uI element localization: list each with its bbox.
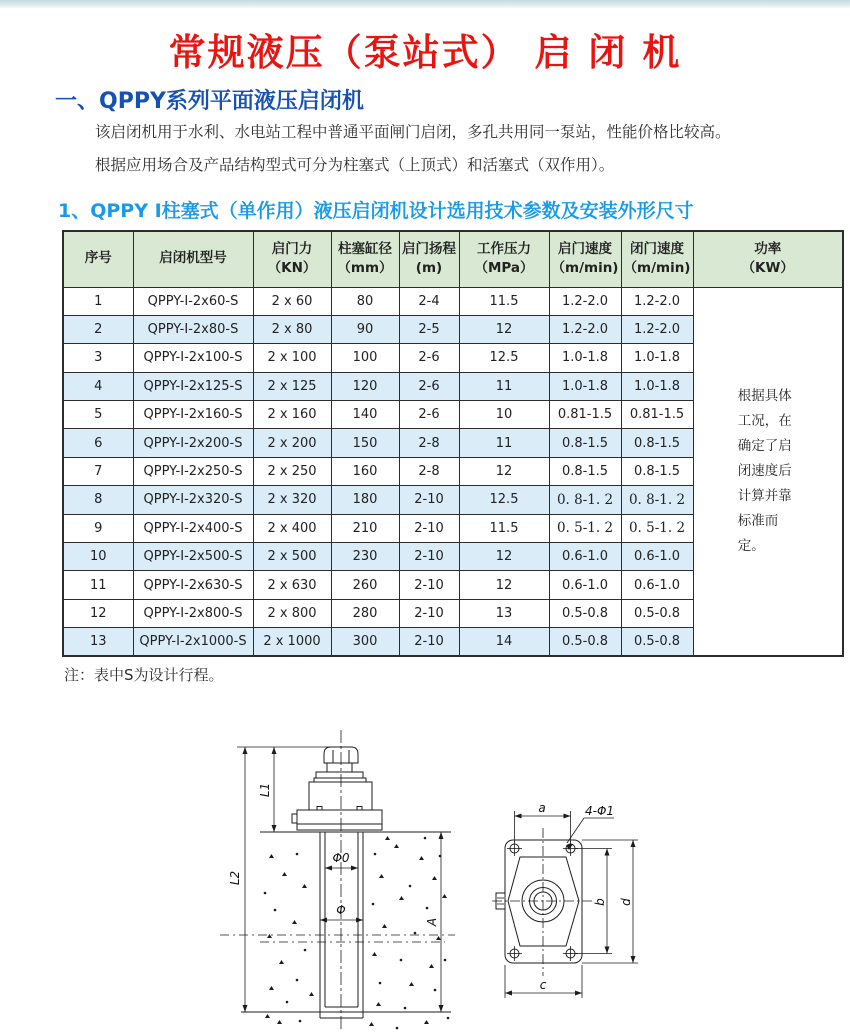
table-cell: 260 bbox=[331, 571, 399, 599]
table-cell: 12 bbox=[459, 543, 549, 571]
table-cell: 230 bbox=[331, 543, 399, 571]
table-cell: 2-6 bbox=[399, 401, 459, 429]
table-cell: 2-8 bbox=[399, 457, 459, 485]
table-cell: 2-10 bbox=[399, 599, 459, 627]
table-cell: QPPY-I-2x60-S bbox=[133, 287, 253, 315]
table-cell: 150 bbox=[331, 429, 399, 457]
top-decorative-band bbox=[0, 0, 850, 8]
table-row bbox=[63, 287, 843, 315]
column-header: 启门速度 （m/min) bbox=[549, 231, 621, 287]
column-header: 启门扬程 (m) bbox=[399, 231, 459, 287]
holes-callout bbox=[566, 804, 614, 850]
table-cell: 0. 8-1. 2 bbox=[621, 486, 693, 514]
column-header: 功率 （KW） bbox=[693, 231, 843, 287]
table-cell: 2 x 320 bbox=[253, 486, 331, 514]
table-cell: 0. 5-1. 2 bbox=[549, 514, 621, 542]
table-cell: 13 bbox=[63, 628, 133, 656]
table-cell: 2 x 400 bbox=[253, 514, 331, 542]
table-cell: 0.6-1.0 bbox=[549, 571, 621, 599]
dim-label-a: a bbox=[538, 801, 546, 815]
table-cell: 2 x 160 bbox=[253, 401, 331, 429]
table-cell: 100 bbox=[331, 344, 399, 372]
table-cell: 1.2-2.0 bbox=[621, 315, 693, 343]
table-cell: 5 bbox=[63, 401, 133, 429]
table-cell: 0.8-1.5 bbox=[621, 429, 693, 457]
table-cell: 0.8-1.5 bbox=[621, 457, 693, 485]
table-cell: 12 bbox=[63, 599, 133, 627]
table-cell: 0.5-0.8 bbox=[621, 628, 693, 656]
table-cell: 2-8 bbox=[399, 429, 459, 457]
table-cell: 8 bbox=[63, 486, 133, 514]
table-cell: 2-10 bbox=[399, 486, 459, 514]
cylinder-body bbox=[309, 782, 372, 810]
table-cell: 0.8-1.5 bbox=[549, 457, 621, 485]
table-cell: 1.2-2.0 bbox=[621, 287, 693, 315]
table-cell: QPPY-I-2x200-S bbox=[133, 429, 253, 457]
table-cell: 0.5-0.8 bbox=[621, 599, 693, 627]
table-header-row bbox=[63, 231, 843, 287]
dim-label-d: d bbox=[619, 898, 633, 906]
table-cell: 1.0-1.8 bbox=[621, 372, 693, 400]
table-cell: 9 bbox=[63, 514, 133, 542]
table-cell: 12.5 bbox=[459, 344, 549, 372]
column-header: 工作压力 （MPa） bbox=[459, 231, 549, 287]
table-cell: 2 x 630 bbox=[253, 571, 331, 599]
power-note: 根据具体工况，在确定了启闭速度后计算并靠标准而定。 bbox=[737, 387, 792, 554]
concrete-stipple bbox=[264, 836, 450, 1029]
intro-paragraphs bbox=[95, 116, 731, 182]
table-cell: 2-6 bbox=[399, 372, 459, 400]
column-header: 闭门速度 （m/min) bbox=[621, 231, 693, 287]
power-note-cell bbox=[693, 287, 843, 656]
dim-label-phi: Φ bbox=[336, 903, 346, 917]
table-cell: 11 bbox=[63, 571, 133, 599]
table-cell: 12 bbox=[459, 571, 549, 599]
table-cell: 11 bbox=[459, 372, 549, 400]
table-cell: 0.6-1.0 bbox=[549, 543, 621, 571]
table-cell: 80 bbox=[331, 287, 399, 315]
column-header: 启闭机型号 bbox=[133, 231, 253, 287]
table-cell: 120 bbox=[331, 372, 399, 400]
table-cell: 1.0-1.8 bbox=[549, 344, 621, 372]
table-cell: 12.5 bbox=[459, 486, 549, 514]
table-cell: 2 x 500 bbox=[253, 543, 331, 571]
dim-label-a: A bbox=[425, 917, 439, 927]
table-cell: 2 x 60 bbox=[253, 287, 331, 315]
installation-drawing-elevation bbox=[205, 728, 480, 1035]
table-cell: 2-10 bbox=[399, 571, 459, 599]
table-cell: 280 bbox=[331, 599, 399, 627]
table-cell: QPPY-I-2x1000-S bbox=[133, 628, 253, 656]
table-cell: 0.81-1.5 bbox=[621, 401, 693, 429]
table-cell: 1.2-2.0 bbox=[549, 287, 621, 315]
column-header: 启门力 （KN） bbox=[253, 231, 331, 287]
table-cell: 140 bbox=[331, 401, 399, 429]
intro-paragraph-1: 该启闭机用于水利、水电站工程中普通平面闸门启闭，多孔共用同一泵站，性能价格比较高。 bbox=[95, 123, 731, 141]
table-cell: 0. 8-1. 2 bbox=[549, 486, 621, 514]
table-cell: 2-10 bbox=[399, 543, 459, 571]
side-port bbox=[292, 814, 297, 823]
table-cell: QPPY-I-2x320-S bbox=[133, 486, 253, 514]
table-cell: 3 bbox=[63, 344, 133, 372]
table-cell: 2 x 1000 bbox=[253, 628, 331, 656]
table-cell: 160 bbox=[331, 457, 399, 485]
table-cell: 0.5-0.8 bbox=[549, 599, 621, 627]
table-cell: 1.2-2.0 bbox=[549, 315, 621, 343]
bolt-head bbox=[317, 807, 322, 811]
spec-table bbox=[62, 230, 844, 657]
table-cell: 6 bbox=[63, 429, 133, 457]
table-cell: QPPY-I-2x100-S bbox=[133, 344, 253, 372]
table-cell: 10 bbox=[63, 543, 133, 571]
hex-body-outline bbox=[508, 857, 579, 946]
table-cell: QPPY-I-2x630-S bbox=[133, 571, 253, 599]
table-cell: 12 bbox=[459, 315, 549, 343]
table-cell: 210 bbox=[331, 514, 399, 542]
table-cell: 300 bbox=[331, 628, 399, 656]
section-heading: 一、QPPY系列平面液压启闭机 bbox=[55, 89, 364, 114]
table-cell: 0.8-1.5 bbox=[549, 429, 621, 457]
table-cell: 1.0-1.8 bbox=[621, 344, 693, 372]
table-cell: 0. 5-1. 2 bbox=[621, 514, 693, 542]
dimension-labels bbox=[228, 783, 439, 927]
table-cell: 2-10 bbox=[399, 628, 459, 656]
table-cell: 0.6-1.0 bbox=[621, 571, 693, 599]
table-cell: 2 x 80 bbox=[253, 315, 331, 343]
dim-label-phi0: Φ0 bbox=[332, 851, 350, 865]
dim-label-c: c bbox=[539, 978, 547, 992]
table-cell: 7 bbox=[63, 457, 133, 485]
table-cell: 2-10 bbox=[399, 514, 459, 542]
table-cell: QPPY-I-2x500-S bbox=[133, 543, 253, 571]
table-cell: 11 bbox=[459, 429, 549, 457]
table-cell: 10 bbox=[459, 401, 549, 429]
table-cell: QPPY-I-2x160-S bbox=[133, 401, 253, 429]
table-cell: 180 bbox=[331, 486, 399, 514]
table-section-heading: 1、QPPY I柱塞式（单作用）液压启闭机设计选用技术参数及安装外形尺寸 bbox=[58, 200, 694, 222]
table-cell: 1 bbox=[63, 287, 133, 315]
table-cell: QPPY-I-2x80-S bbox=[133, 315, 253, 343]
dim-label-l1: L1 bbox=[258, 782, 272, 798]
intro-paragraph-2: 根据应用场合及产品结构型式可分为柱塞式（上顶式）和活塞式（双作用）。 bbox=[95, 156, 615, 174]
table-cell: 2 x 100 bbox=[253, 344, 331, 372]
table-cell: 13 bbox=[459, 599, 549, 627]
table-cell: 0.81-1.5 bbox=[549, 401, 621, 429]
table-cell: 2 x 250 bbox=[253, 457, 331, 485]
table-cell: 2 x 125 bbox=[253, 372, 331, 400]
table-cell: QPPY-I-2x125-S bbox=[133, 372, 253, 400]
flange-drawing-plan bbox=[480, 780, 700, 1005]
page-title: 常规液压（泵站式） 启 闭 机 bbox=[168, 31, 682, 74]
table-cell: 0.6-1.0 bbox=[621, 543, 693, 571]
table-cell: QPPY-I-2x800-S bbox=[133, 599, 253, 627]
table-cell: QPPY-I-2x400-S bbox=[133, 514, 253, 542]
table-cell: QPPY-I-2x250-S bbox=[133, 457, 253, 485]
bolt-head bbox=[357, 807, 362, 811]
cylinder-top-assembly bbox=[292, 747, 382, 830]
table-cell: 2 bbox=[63, 315, 133, 343]
table-cell: 11.5 bbox=[459, 514, 549, 542]
table-cell: 2-4 bbox=[399, 287, 459, 315]
table-cell: 4 bbox=[63, 372, 133, 400]
dim-label-l2: L2 bbox=[228, 870, 242, 886]
table-cell: 11.5 bbox=[459, 287, 549, 315]
table-cell: 0.5-0.8 bbox=[549, 628, 621, 656]
table-cell: 2 x 200 bbox=[253, 429, 331, 457]
table-cell: 14 bbox=[459, 628, 549, 656]
flange-outline bbox=[496, 840, 582, 963]
table-cell: 2 x 800 bbox=[253, 599, 331, 627]
dim-label-b: b bbox=[593, 898, 607, 906]
column-header: 序号 bbox=[63, 231, 133, 287]
table-cell: 90 bbox=[331, 315, 399, 343]
table-cell: 1.0-1.8 bbox=[549, 372, 621, 400]
table-cell: 2-6 bbox=[399, 344, 459, 372]
column-header: 柱塞缸径 （mm） bbox=[331, 231, 399, 287]
table-cell: 2-5 bbox=[399, 315, 459, 343]
holes-label: 4-Φ1 bbox=[585, 804, 615, 818]
table-cell: 12 bbox=[459, 457, 549, 485]
mounting-flange bbox=[297, 810, 382, 830]
table-note: 注：表中S为设计行程。 bbox=[64, 666, 224, 684]
